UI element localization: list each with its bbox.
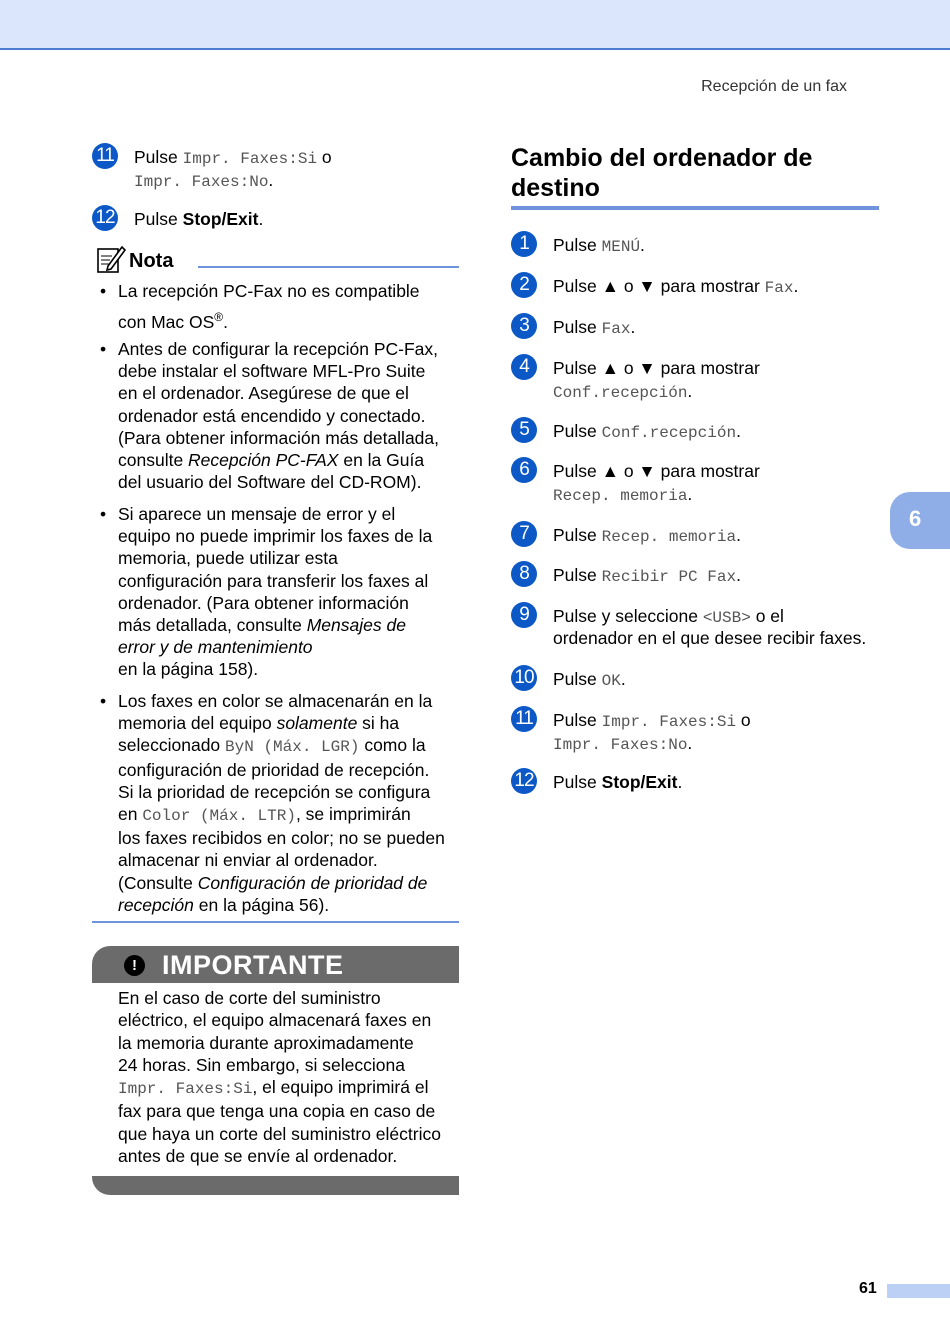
nota-rule (198, 266, 459, 268)
lcd-option: MENÚ (601, 238, 641, 256)
step-number: 7 (511, 521, 537, 547)
section-title-rule (511, 206, 879, 210)
doc-reference: error y de mantenimiento (118, 637, 313, 658)
nota-end-rule (92, 921, 459, 923)
page-number: 61 (859, 1280, 877, 1297)
key-name: Stop/Exit (182, 209, 259, 229)
doc-reference: Recepción PC-FAX (188, 450, 339, 471)
nota-header (96, 244, 459, 274)
step-number: 11 (92, 143, 118, 169)
step-number: 1 (511, 231, 537, 257)
lcd-option: ByN (Máx. LGR) (225, 738, 360, 757)
lcd-option: Conf.recepción (601, 424, 737, 442)
running-header: Recepción de un fax (701, 78, 847, 95)
exclamation-icon: ! (124, 955, 145, 976)
lcd-option: Impr. Faxes:Si (601, 713, 737, 731)
lcd-option: Color (Máx. LTR) (142, 807, 296, 826)
step-number: 2 (511, 272, 537, 298)
doc-reference: Configuración de prioridad de (197, 872, 428, 893)
lcd-option: Impr. Faxes:No (134, 173, 269, 191)
lcd-option: Recibir PC Fax (601, 568, 737, 586)
step-number: 6 (511, 457, 537, 483)
step-number: 10 (511, 665, 537, 691)
step-number: 9 (511, 602, 537, 628)
note-pencil-icon (96, 244, 126, 274)
step-number: 12 (92, 205, 118, 231)
section-title: Cambio del ordenador de destino (511, 144, 813, 202)
chapter-tab: 6 (890, 492, 950, 549)
lcd-option: Impr. Faxes:Si (182, 150, 318, 168)
lcd-option: OK (601, 672, 621, 690)
step-number: 12 (511, 768, 537, 794)
step-number: 11 (511, 706, 537, 732)
importante-footer-bar (92, 1176, 459, 1195)
lcd-option: Conf.recepción (553, 384, 688, 402)
importante-title: IMPORTANTE (162, 950, 344, 980)
lcd-option: Recep. memoria (553, 487, 688, 505)
lcd-option: Impr. Faxes:Si (118, 1080, 253, 1099)
importante-body: En el caso de corte del suministro eléctrico, el equipo almacenará faxes en la memoria durante aproximadamente 24 horas. Sin embargo, si selecciona Impr. Faxes:Si, el equipo imprimirá el fax para que tenga una copia en caso de que haya un corte del suministro eléctrico antes de que se envíe al ordenador. (118, 988, 441, 1167)
step-number: 5 (511, 417, 537, 443)
top-band (0, 0, 950, 50)
lcd-option: Fax (601, 320, 631, 338)
importante-header (92, 946, 459, 983)
step-number: 8 (511, 561, 537, 587)
lcd-option: <USB> (702, 609, 751, 627)
nota-label: Nota (129, 250, 174, 272)
key-name: Stop/Exit (601, 772, 678, 792)
doc-reference: Mensajes de (306, 615, 406, 636)
doc-reference: recepción (118, 894, 194, 915)
lcd-option: Recep. memoria (601, 528, 737, 546)
step-number: 3 (511, 313, 537, 339)
lcd-option: Impr. Faxes:No (553, 736, 688, 754)
lcd-option: Fax (764, 279, 794, 297)
page-number-bar (887, 1284, 950, 1298)
step-number: 4 (511, 354, 537, 380)
